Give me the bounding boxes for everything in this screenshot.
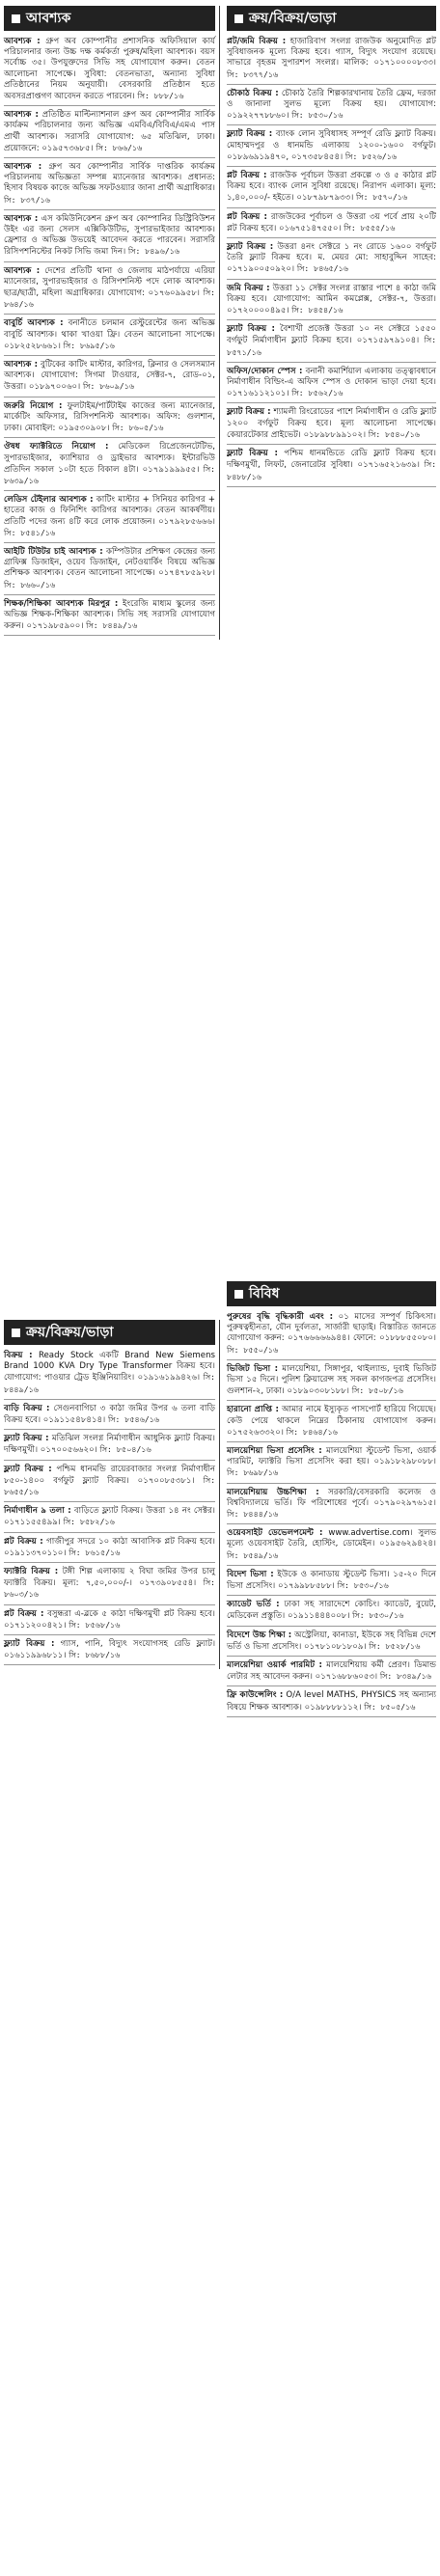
ad-text: গ্রুপ অব কোম্পানীর প্রশাসনিক অফিসিয়াল কার্য পরিচালনার জন্য উচ্চ দক্ষ কর্মকর্তা পুরুষ/মহিলা আবশ্যক। বয়স সর্বোচ্চ ৩৫। উপযুক্তদের সিভি সহ যোগাযোগ করুন। বেতন আলোচনা সাপেক্ষে। সুবিধা: বেতনভাতা, অন্যান্য সুবিধা প্রতিষ্ঠানের নিয়ম অনুযায়ী। বেসরকারি প্রতিষ্ঠান হতে অবসরপ্রাপ্তগণ আবেদন করতে পারবেন। bbox=[4, 37, 216, 102]
ad-code: সি: ৮৪৪৯/১৬ bbox=[86, 621, 138, 631]
ad-code: সি: ৮৫২৮/১৬ bbox=[369, 1641, 421, 1651]
ad-divider bbox=[227, 319, 436, 320]
ad-text: ইংরেজি মাধ্যম স্কুলের জন্য অভিজ্ঞ শিক্ষক-শিক্ষিকা আবশ্যক। সিভি সহ সরাসরি যোগাযোগ করুন। ০১৭১৯৮৫৯০০। bbox=[4, 598, 216, 632]
ad-text: সরকারি/বেসরকারি কলেজ ও বিশ্ববিদ্যালয়ে ভর্তি। ফি পরিশোধের পূর্বে। ০১৭৯০২৯৭৬১৫। bbox=[227, 1487, 436, 1508]
ad-divider bbox=[4, 314, 215, 315]
ad-code: সি: ৮৪৪৯/১৬ bbox=[4, 1373, 215, 1394]
ad-divider bbox=[4, 209, 215, 210]
classified-ad bbox=[4, 495, 215, 539]
classified-ad bbox=[4, 37, 215, 102]
ad-code: সি: ৮৩৪৯/১৬ bbox=[379, 1672, 432, 1682]
classified-ad bbox=[227, 284, 436, 317]
ad-keyword: প্লট বিক্রয় : bbox=[4, 1608, 44, 1619]
ad-divider bbox=[227, 362, 436, 363]
ad-divider bbox=[4, 1562, 215, 1563]
classified-ad bbox=[4, 599, 215, 633]
ad-divider bbox=[4, 635, 215, 636]
ad-text: গ্যাস, পানি, বিদ্যুৎ সংযোগসহ রেডি ফ্ল্যাট। ০১৬১১৯৯৬৮১১। bbox=[4, 1639, 216, 1661]
ad-text: টঙ্গী শিল্প এলাকায় ২ বিঘা জমির উপর চালু ফ্যাক্টরি বিক্রয়। মূল্য: ৭,৫০,০০০/-। ০১৭৩৯০৮৫৫৪। bbox=[4, 1567, 216, 1589]
ad-code: সি: ৮৫৪৬/১৬ bbox=[107, 1415, 160, 1425]
ad-code: সি: ৮৬৬/১৬ bbox=[96, 143, 143, 152]
ad-code: সি: ৮৬৯৮/১৬ bbox=[227, 1468, 279, 1478]
classified-ad bbox=[4, 1351, 215, 1396]
ad-divider bbox=[4, 105, 215, 106]
ad-text: O/A level MATHS, PHYSICS সহ অন্যান্য বিষয়ে শিক্ষক আবশ্যক। ০১৯৮৮৮৮১১২। bbox=[227, 1690, 437, 1713]
ad-text: গাজীপুর সদরে ১০ কাঠা আবাসিক প্লট বিক্রয় হবে। ০১৯১১৩৭০১১০। bbox=[4, 1536, 215, 1558]
ad-text: উত্তরা ৪নং সেক্টরে ১ নং রোডে ১৬০০ বর্গফুট তৈরি ফ্ল্যাট বিক্রয় হবে। ম. মেয়র মো: সাহাবুদ্দিন সাহেব: ০১৭১৯০০৫০৯২০। bbox=[227, 242, 436, 275]
ad-keyword: বাড়ি বিক্রয় : bbox=[4, 1403, 50, 1413]
ad-text: বাড়িতে ফ্ল্যাট বিক্রয়। উত্তরা ১৪ নং সেক্টর। ০১৭১১৫৫৪৯৯। bbox=[4, 1506, 215, 1528]
ad-text: প্রতিষ্ঠিত মাল্টিন্যাশনাল গ্রুপ অব কোম্পানীর সার্বিক কার্যক্রম পরিচালনার জন্য অভিজ্ঞ এমবিএ/বিবিএ/এমএ পাস প্রার্থী আবশ্যক। সরাসরি যোগাযোগ: ৬৫ মতিঝিল, ঢাকা। প্রয়োজনে: ০১৯৫৭৩৬৮৫। bbox=[4, 110, 215, 153]
classified-ad bbox=[227, 1660, 436, 1683]
ad-text: আমার নামে ইস্যুকৃত পাসপোর্ট হারিয়ে গিয়েছে। কেউ পেয়ে থাকলে নিম্নের ঠিকানায় যোগাযোগ করুন। ০১৭৫২৬৩৩২০। bbox=[227, 1405, 437, 1438]
ad-text: বনানীতে চলমান রেস্টুরেন্টের জন্য অভিজ্ঞ বাবুর্চি আবশ্যক। থাকা খাওয়া ফ্রি। বেতন আলোচনা সাপেক্ষে। ০১৮২৫২৮৬৬১। bbox=[4, 318, 215, 351]
ad-code: সি: ৮৬১৫/১৬ bbox=[69, 1548, 121, 1557]
classified-ad bbox=[4, 1506, 215, 1528]
ad-code: সি: ৮৪৬৪/১৬ bbox=[286, 1427, 338, 1437]
ad-keyword: ফ্ল্যাট বিক্রয় : bbox=[227, 324, 275, 335]
ad-code: সি: ৮৫০৮/১৬ bbox=[351, 1386, 403, 1396]
classified-ad bbox=[227, 449, 436, 483]
ad-code: সি: ৮৫৫০/১৬ bbox=[227, 1345, 279, 1355]
ad-code: সি: ৮৪৮৮/১৬ bbox=[227, 460, 437, 481]
ad-keyword: ফ্ল্যাট বিক্রয় : bbox=[4, 1639, 55, 1650]
ad-keyword: আবশ্যক : bbox=[4, 360, 39, 370]
ad-code: সি: ৮৪৪৪/১৬ bbox=[227, 1510, 279, 1520]
ad-code: সি: ৮৮৮/১৬ bbox=[137, 92, 184, 101]
classified-ad bbox=[4, 1609, 215, 1631]
classified-ad bbox=[227, 1528, 436, 1562]
ad-keyword: মালয়েশিয়ায় উচ্চশিক্ষা : bbox=[227, 1487, 319, 1497]
section-marker bbox=[12, 1329, 20, 1337]
ad-code: সি: ৮৩৭/১৬ bbox=[4, 195, 51, 205]
ad-code: সি: ৮৬৩৯/১৬ bbox=[4, 464, 215, 485]
ad-divider bbox=[4, 157, 215, 158]
ad-text: মালয়েশিয়া, সিঙ্গাপুর, থাইল্যান্ড, দুবাই ভিজিট ভিসা ১৫ দিনে। পুলিশ ক্লিয়ারেন্স সহ সকল কাগজপত্র প্রসেসিং। গুলশান-২, ঢাকা। ০১৮৯০৩০৮১৮৮। bbox=[227, 1363, 436, 1397]
ad-divider bbox=[227, 1441, 436, 1442]
ad-keyword: ফ্ল্যাট বিক্রয় : bbox=[227, 242, 274, 253]
ad-text: ঢাকা সহ সারাদেশে কোচিং। ক্যাডেট, বুয়েট, মেডিকেল প্রস্তুতি। ০১৯১১৪৪৪০০৮। bbox=[227, 1600, 437, 1622]
classified-ad bbox=[4, 1434, 215, 1456]
classified-ad bbox=[4, 318, 215, 352]
ad-divider bbox=[227, 486, 436, 487]
classified-ad bbox=[4, 1639, 215, 1661]
ad-text: Ready Stock একটি Brand New Siemens Brand 1000 KVA Dry Type Transformer বিক্রয় হবে। যোগাযোগ: পাওয়ার ট্রেড ইঞ্জিনিয়ারিং। ০১৯১৬১৯৯৪২৬। bbox=[4, 1351, 215, 1384]
classified-ad bbox=[4, 442, 215, 487]
ad-keyword: ফ্ল্যাট বিক্রয় : bbox=[4, 1464, 52, 1474]
ad-keyword: প্লট বিক্রয় : bbox=[4, 1536, 43, 1547]
section-title: ক্রয়/বিক্রয়/ভাড়া bbox=[249, 11, 337, 26]
classified-ad bbox=[227, 367, 436, 400]
classified-ad bbox=[4, 110, 215, 154]
classified-ad bbox=[227, 89, 436, 123]
ad-text: বুটিকের কাটিং মাস্টার, কারিগর, ক্লিনার ও সেলসম্যান আবশ্যক। যোগাযোগ: সিগমা টাওয়ার, সেক্টর-৭, রোড-০১, উত্তরা। ০১৮৯৭০০৬০। bbox=[4, 360, 216, 393]
section-header-kroy-bikroy bbox=[227, 6, 436, 31]
ad-keyword: আবশ্যক : bbox=[4, 37, 41, 46]
ad-code: সি: ৮৫৭০/১৬ bbox=[356, 193, 408, 203]
ad-code: সি: ৮৬৪/১৬ bbox=[4, 288, 215, 310]
section-title: বিবিধ bbox=[249, 1286, 280, 1302]
ad-divider bbox=[227, 1483, 436, 1484]
ad-divider bbox=[227, 1565, 436, 1566]
ad-keyword: জরুরি নিয়োগ : bbox=[4, 400, 63, 411]
ad-divider bbox=[4, 437, 215, 438]
ads-list bbox=[4, 37, 215, 636]
ad-divider bbox=[4, 1634, 215, 1635]
ad-divider bbox=[4, 1460, 215, 1461]
ad-code: সি: ৮৫৪০/১৬ bbox=[368, 429, 420, 439]
classified-ad bbox=[4, 547, 215, 591]
ad-text: বৈশাখী প্রজেক্ট উত্তরা ১০ নং সেক্টরে ১৫৫০ বর্গফুট নির্মাণাধীন ফ্ল্যাট বিক্রয় হবে। ০১৭১৫৯৭৯১০৪। bbox=[227, 324, 436, 346]
section-header-bibidh bbox=[227, 1281, 436, 1306]
section-marker bbox=[12, 14, 20, 23]
ad-text: হাজারিবাগ সংলগ্ন রাজউক অনুমোদিত প্লট সুবিধাজনক মূল্যে বিক্রয় হবে। গ্যাস, বিদ্যুৎ সংযোগ রয়েছে। সাভারে বৃহত্তম সুপারশপ সংলগ্ন। মালিক: ০১৭১০০০০৮৩৩। bbox=[227, 37, 436, 69]
ad-text: কাটিং মাস্টার + সিনিয়র কারিগর + হাতের কাজ ও ফিনিশিং কারিগর আবশ্যক। বেতন আকর্ষণীয়। প্রতিটি পদের জন্য ৪টি করে লোক প্রয়োজন। ০১৭৯২৮৫৬৬৬। bbox=[4, 495, 216, 527]
ad-keyword: আইটি টিউটর চাই আবশ্যক : bbox=[4, 546, 103, 557]
ad-divider bbox=[4, 1664, 215, 1665]
classified-ad bbox=[4, 214, 215, 259]
ad-text: এস কমিউনিকেশন গ্রুপ অব কোম্পানির ডিস্ট্রিবিউশন উইং এর জন্য সেলস এক্সিকিউটিভ, সুপারভাইজার আবশ্যক। ফ্রেশার ও অভিজ্ঞ উভয়েই আবেদন করতে পারবেন। সরাসরি রিসিপশনিস্টের নিকট সিভি জমা দিন। bbox=[4, 213, 216, 258]
column-avoshyok bbox=[0, 6, 220, 640]
ad-text: রাজউক পূর্বাচল উত্তরা প্রকল্পে ৩ ও ৫ কাঠার প্লট বিক্রয় হবে। ব্যাংক লোন সুবিধা রয়েছে। নিরাপদ এলাকা। মূল্য: ১,৪০,০০০/- হইতে। ০১৮৭৯৮৭৯৩৩। bbox=[227, 171, 437, 204]
ad-divider bbox=[227, 402, 436, 403]
ad-text: মেডিকেল রিপ্রেজেনটেটিভ, সুপারভাইজার, ক্যাশিয়ার ও ড্রাইভার আবশ্যক। ইন্টারভিউ প্রতিদিন সকাল ১০টা হতে বিকাল ৪টা। ০১৭৯১৯৯৯৫৫। bbox=[4, 442, 215, 475]
ad-keyword: প্লট বিক্রয় : bbox=[227, 211, 267, 222]
classified-ad bbox=[227, 1312, 436, 1357]
classified-ad bbox=[227, 1690, 436, 1713]
ad-divider bbox=[227, 1685, 436, 1686]
ad-keyword: ফ্ল্যাট বিক্রয় : bbox=[227, 129, 273, 140]
ad-code: সি: ৮৫৩০/১৬ bbox=[352, 1611, 404, 1621]
ad-divider bbox=[227, 84, 436, 85]
ad-code: সি: ৮৪৬৫/১৬ bbox=[296, 264, 349, 274]
ad-code: সি: ৮৫০৫/১৬ bbox=[364, 1702, 416, 1712]
classified-ad bbox=[227, 171, 436, 205]
ad-divider bbox=[227, 166, 436, 167]
ad-divider bbox=[227, 1595, 436, 1596]
ad-text: পশ্চিম ধানমন্ডিতে রেডি ফ্ল্যাট বিক্রয় হবে। দক্ষিণমুখী, লিফট, জেনারেটর সুবিধা। ০১৭১৬৫২১৬৩৯। bbox=[227, 449, 436, 471]
classified-ad bbox=[227, 242, 436, 276]
ad-divider bbox=[227, 237, 436, 238]
ad-divider bbox=[4, 594, 215, 595]
classified-ad bbox=[4, 1567, 215, 1602]
ad-code: সি: ৮৬০৯/১৬ bbox=[82, 382, 135, 392]
ad-text: সেগুনবাগিচা ৩ কাঠা জমির উপর ৬ তলা বাড়ি বিক্রয় হবে। ০১৯১১৫৪৮৪১৪। bbox=[4, 1403, 216, 1426]
column-kroy-bikroy-2 bbox=[0, 1320, 220, 1669]
ad-keyword: বিদেশ ভিসা : bbox=[227, 1569, 274, 1579]
ad-keyword: মালয়েশিয়া ওয়ার্ক পারমিট : bbox=[227, 1660, 322, 1671]
ad-keyword: ক্যাডেট ভর্তি : bbox=[227, 1600, 280, 1610]
ad-code: সি: ৮৬৫৫/১৬ bbox=[4, 1475, 216, 1497]
ad-keyword: আবশ্যক : bbox=[4, 110, 39, 121]
ad-text: গ্রুপ অব কোম্পানীর সার্বিক দাপ্তরিক কার্যক্রম পরিচালনায় অভিজ্ঞতা সম্পন্ন ম্যানেজার আবশ্যক। প্রধানত: হিসাব বিষয়ক কাজে অভিজ্ঞ সফটওয়্যার জানা প্রার্থী অগ্রাধিকার। bbox=[4, 162, 215, 194]
ad-divider bbox=[4, 542, 215, 543]
ad-divider bbox=[4, 1429, 215, 1430]
ad-divider bbox=[4, 1604, 215, 1605]
classified-ad bbox=[227, 212, 436, 234]
ads-list bbox=[227, 37, 436, 487]
ad-code: সি: ৮৪৯৬/১৬ bbox=[127, 247, 180, 257]
ads-list bbox=[227, 1312, 436, 1717]
ad-keyword: ফ্ল্যাট বিক্রয় : bbox=[227, 449, 278, 459]
classified-ad bbox=[4, 1465, 215, 1499]
ad-divider bbox=[4, 490, 215, 491]
ad-divider bbox=[4, 1532, 215, 1533]
ad-keyword: ফ্রি কাউন্সেলিং : bbox=[227, 1690, 284, 1701]
ads-list bbox=[4, 1351, 215, 1665]
ad-divider bbox=[227, 444, 436, 445]
ad-keyword: বিদেশে উচ্চ শিক্ষা : bbox=[227, 1630, 292, 1640]
ad-divider bbox=[227, 279, 436, 280]
ad-text: বসুন্ধরা এ-ব্লকে ৫ কাঠা দক্ষিণমুখী প্লট বিক্রয় হবে। ০১৭১১২০০৪২১। bbox=[4, 1608, 215, 1631]
ad-code: সি: ৮৫৫৫/১৬ bbox=[344, 223, 396, 233]
ad-text: কম্পিউটার প্রশিক্ষণ কেন্দ্রের জন্য গ্রাফিক্স ডিজাইন, ওয়েব ডিজাইন, নেটওয়ার্কিং বিষয়ে অভিজ্ঞ প্রশিক্ষক আবশ্যক। বেতন আলোচনা সাপেক্ষে। ০১৭৪৭৮৫৯২৮। bbox=[4, 546, 216, 579]
ad-divider bbox=[4, 1501, 215, 1502]
ad-code: সি: ৮৪৫৪/১৬ bbox=[291, 306, 344, 315]
ad-keyword: নির্মাণাধীন ৯ তলা : bbox=[4, 1506, 71, 1517]
ad-keyword: ফ্যাক্টরি বিক্রয় : bbox=[4, 1567, 59, 1577]
column-kroy-bikroy bbox=[221, 6, 440, 491]
ad-text: ব্যাংক লোন সুবিধাসহ সম্পূর্ণ রেডি ফ্ল্যাট বিক্রয়। মোহাম্মদপুর ও ধানমন্ডি এলাকায় ১২০০-১৬০০ বর্গফুট। ০১৮৯৬৯১৯৪৭০, ০১৭৩৫৮৪৫৪। bbox=[227, 129, 436, 162]
ad-divider bbox=[227, 1523, 436, 1524]
section-title: ক্রয়/বিক্রয়/ভাড়া bbox=[26, 1325, 114, 1340]
ad-text: মালয়েশিয়া স্টুডেন্ট ভিসা, ওয়ার্ক পারমিট, ফ্যাক্টরি ভিসা প্রসেসিং করা হয়। ০১৯১৮২৯৮০৮৮। bbox=[227, 1446, 436, 1467]
ad-divider bbox=[227, 1359, 436, 1360]
ad-text: মতিঝিল সংলগ্ন নির্মাণাধীন আধুনিক ফ্ল্যাট বিক্রয়। দক্ষিণমুখী। ০১৭০০৫৬৬২০। bbox=[4, 1434, 215, 1456]
ad-text: ০১ মাসের সম্পূর্ণ চিকিৎসা। পুরুষত্বহীনতা, যৌন দুর্বলতা, সার্জারী ছাড়াই। বিস্তারিত জানতে যোগাযোগ করুন: ০১৭৬৬৬৬৬৯৪৪। ফোনে: ০১৮৮৮৫৫০৮০। bbox=[227, 1312, 436, 1344]
classified-ad bbox=[227, 407, 436, 441]
classified-ad bbox=[227, 1570, 436, 1592]
classified-ad bbox=[4, 360, 215, 394]
ad-keyword: আবশ্যক : bbox=[4, 265, 41, 276]
ad-keyword: প্লট বিক্রয় : bbox=[227, 171, 267, 181]
ad-keyword: শিক্ষক/শিক্ষিকা আবশ্যক মিরপুর : bbox=[4, 598, 119, 609]
section-marker bbox=[234, 1290, 243, 1299]
ad-code: সি: ৮৬০৫/১৬ bbox=[112, 424, 164, 433]
ad-code: সি: ৮৬০৩/১৬ bbox=[4, 1578, 215, 1600]
ad-code: সি: ৮৫৬৮/১৬ bbox=[69, 1620, 121, 1630]
classified-ad bbox=[227, 1488, 436, 1521]
ad-keyword: ফ্ল্যাট বিক্রয় : bbox=[227, 407, 271, 418]
ad-keyword: পুরুষের বৃদ্ধি বৃদ্ধিকারী এবং : bbox=[227, 1312, 334, 1322]
ad-keyword: ঔষধ ফ্যাক্টরিতে নিয়োগ : bbox=[4, 442, 109, 452]
section-title: আবশ্যক bbox=[26, 11, 71, 26]
ad-keyword: বাবুর্চি আবশ্যক : bbox=[4, 318, 64, 329]
ad-text: শ্যামলী রিংরোডের পাশে নির্মাণাধীন ও রেডি ফ্ল্যাট ১২০০ বর্গফুট বিক্রয় হবে। মূল্য আলোচনা সাপেক্ষে। কেয়ারটেকার প্রাইভেট। ০১৮৯৮৮৯৯১০২। bbox=[227, 407, 436, 440]
ad-text: চৌকাঠ তৈরি শিল্পকারখানায় তৈরি ফ্রেম, দরজা ও জানালা সুলভ মূল্যে বিক্রয় হয়। যোগাযোগ: ০১৯২২৭৭৮৮৬০। bbox=[227, 88, 437, 122]
ad-divider bbox=[4, 355, 215, 356]
classified-ad bbox=[4, 162, 215, 206]
classified-ad bbox=[4, 1404, 215, 1426]
ad-code: সি: ৮৬৯৫/১৬ bbox=[63, 341, 115, 350]
ad-keyword: চৌকাঠ বিক্রয় : bbox=[227, 88, 279, 98]
ad-code: সি: ৮৫৩০/১৬ bbox=[291, 111, 344, 121]
ad-divider bbox=[227, 207, 436, 208]
ad-code: সি: ৮৩৭৭/১৬ bbox=[227, 69, 279, 79]
ad-keyword: আবশ্যক : bbox=[4, 213, 39, 224]
section-header-avoshyok bbox=[4, 6, 215, 31]
ad-keyword: প্লট/জমি বিক্রয় : bbox=[227, 37, 287, 46]
ad-code: সি: ৮৫৩০/১৬ bbox=[337, 1581, 389, 1591]
ad-keyword: আবশ্যক : bbox=[4, 162, 42, 173]
ad-divider bbox=[227, 1626, 436, 1627]
ad-code: সি: ৮৫৮২/১৬ bbox=[63, 1518, 115, 1527]
classified-ad bbox=[227, 1446, 436, 1480]
section-marker bbox=[234, 14, 243, 23]
classified-ad bbox=[4, 401, 215, 435]
ad-text: ফুলটাইম/পার্টটাইম কাজের জন্য ম্যানেজার, মার্কেটিং অফিসার, রিসিপশনিস্ট আবশ্যক। অফিস: গুলশান, ঢাকা। মোবাইল: ০১৯৫৩০৯০৮। bbox=[4, 400, 215, 434]
ad-divider bbox=[227, 1400, 436, 1401]
ad-keyword: মালয়েশিয়া ভিসা প্রসেসিং : bbox=[227, 1446, 322, 1457]
column-bibidh bbox=[221, 1281, 440, 1721]
classified-ad bbox=[227, 37, 436, 81]
ad-keyword: বিক্রয় : bbox=[4, 1351, 33, 1360]
classified-ad bbox=[4, 1537, 215, 1559]
ad-code: সি: ৮৬৬০/১৬ bbox=[4, 580, 56, 589]
ad-keyword: জমি বিক্রয় : bbox=[227, 283, 270, 293]
ad-code: সি: ৮৫৬২/১৬ bbox=[291, 389, 344, 398]
ad-text: ইউকে ও কানাডায় স্টুডেন্ট ভিসা। ১৫-২০ দিনে ভিসা প্রসেসিং। ০১৭৯৯৮৮৫৮৮। bbox=[227, 1569, 436, 1592]
classified-ad bbox=[227, 1405, 436, 1439]
ad-text: বনানী কমার্শিয়াল এলাকায় তত্ত্বাবধানে নির্মাণাধীন বিল্ডিং-এ অফিস স্পেস ও দোকান ভাড়া দেয়া হবে। ০১৭১৬১১২১০১। bbox=[227, 366, 436, 399]
classified-ad bbox=[227, 1600, 436, 1622]
ad-keyword: হারানো প্রাপ্তি : bbox=[227, 1405, 279, 1415]
ad-code: সি: ৮৬৮৮/১৬ bbox=[69, 1651, 121, 1660]
ad-text: দেশের প্রতিটি থানা ও জেলায় মাঠপর্যায়ে এরিয়া ম্যানেজার, সুপারভাইজার ও রিসিপশনিস্ট পদে লোক আবশ্যক। ছাত্র/ছাত্রী, মহিলা অগ্রাধিকার। যোগাযোগ: ০১৭৬০৯৯৫৮। bbox=[4, 265, 215, 299]
ad-keyword: লেডিস টেইলার আবশ্যক : bbox=[4, 495, 94, 506]
ad-text: মালয়েশিয়ায় কর্মী প্রেরণ। ডিমান্ড লেটার সহ আবেদন করুন। ০১৭১৬৮৮৬০৫৩। bbox=[227, 1660, 436, 1683]
classified-ad bbox=[227, 129, 436, 163]
classified-ad bbox=[227, 1364, 436, 1398]
classified-ad bbox=[227, 1631, 436, 1653]
ad-keyword: ফ্ল্যাট বিক্রয় : bbox=[4, 1434, 49, 1444]
ad-divider bbox=[4, 261, 215, 262]
ad-divider bbox=[227, 124, 436, 125]
ad-code: সি: ৮৫৪১/১৬ bbox=[4, 528, 56, 537]
ad-text: অস্ট্রেলিয়া, কানাডা, ইউকে সহ বিভিন্ন দেশে ভর্তি ও ভিসা প্রসেসিং। ০১৭৮১০৮১৮০৯। bbox=[227, 1630, 437, 1652]
section-header-kroy-bikroy-2 bbox=[4, 1320, 215, 1345]
ad-code: সি: ৮৫২৬/১৬ bbox=[344, 151, 398, 161]
ad-keyword: ভিজিট ভিসা : bbox=[227, 1363, 279, 1374]
ad-keyword: ওয়েবসাইট ডেভেলপমেন্ট : bbox=[227, 1528, 323, 1539]
classified-ad bbox=[227, 324, 436, 359]
ad-keyword: অফিস/দোকান স্পেস : bbox=[227, 366, 303, 376]
ad-code: সি: ৮৫৭১/১৬ bbox=[227, 336, 437, 357]
ad-text: উত্তরা ১১ সেক্টর সংলগ্ন রাস্তার পাশে ৪ কাঠা জমি বিক্রয় হবে। যোগাযোগ: আমিন কমপ্লেক্স, সেক্টর-৭, উত্তরা। ০১৭২০০০০৪৯৫। bbox=[227, 283, 436, 316]
ad-divider bbox=[227, 1656, 436, 1657]
ad-code: সি: ৮৫০৪/১৬ bbox=[99, 1445, 151, 1455]
ad-text: www.advertise.com। সুলভ মূল্যে ওয়েবসাইট তৈরি, হোস্টিং, ডোমেইন। ০১৯৫৬২৯৪২৪। bbox=[227, 1528, 436, 1549]
ad-text: পশ্চিম ধানমন্ডি রায়েরবাজার সংলগ্ন নির্মাণাধীন ৮৫০-১৪০০ বর্গফুট ফ্ল্যাট বিক্রয়। ০১৭০০৮৫৩৮১। bbox=[4, 1464, 215, 1486]
ad-code: সি: ৮৫৪৯/১৬ bbox=[227, 1550, 279, 1560]
classified-ad bbox=[4, 266, 215, 312]
ad-text: রাজউকের পূর্বাচল ও উত্তরা ৩য় পর্বে প্রায় ২০টি প্লট বিক্রয় হবে। ০১৬৭৫১৪৭৫৫০। bbox=[227, 211, 436, 233]
ad-divider bbox=[227, 1716, 436, 1717]
ad-divider bbox=[4, 1399, 215, 1400]
